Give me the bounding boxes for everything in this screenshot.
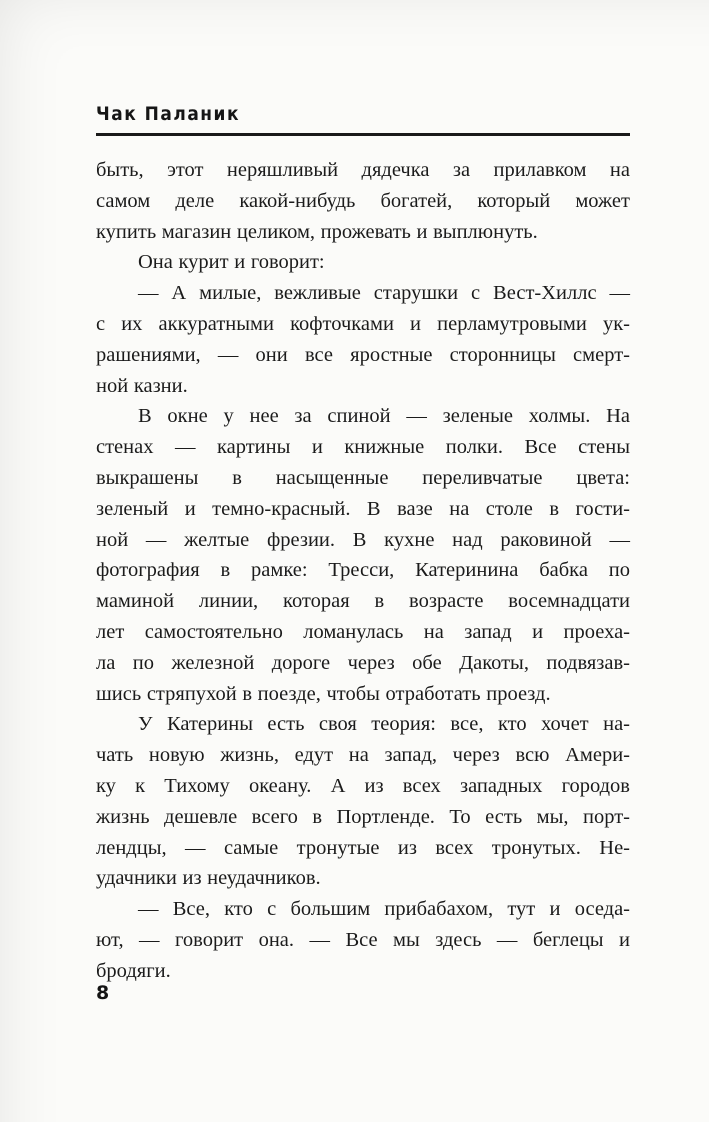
text-line: У Катерины есть своя теория: все, кто хочет на- — [138, 713, 630, 736]
text-line: зеленый и темно-красный. В вазе на столе в гости- — [96, 497, 630, 520]
text-line: ют, — говорит она. — Все мы здесь — беглецы и — [96, 928, 630, 951]
text-line: стенах — картины и книжные полки. Все стены — [96, 436, 630, 459]
header-rule — [96, 133, 630, 136]
text-line: быть, этот неряшливый дядечка за прилавком на — [96, 159, 630, 181]
text-line: купить магазин целиком, прожевать и выплюнуть. — [96, 220, 538, 243]
text-line: — Все, кто с большим прибабахом, тут и оседа- — [138, 898, 630, 921]
text-line: чать новую жизнь, едут на запад, через всю Амери- — [96, 744, 630, 767]
text-line: рашениями, — они все яростные сторонницы смерт- — [96, 343, 630, 366]
body-text — [96, 155, 630, 987]
running-header — [96, 104, 630, 136]
text-line: ку к Тихому океану. А из всех западных городов — [96, 774, 630, 797]
text-line: самом деле какой-нибудь богатей, который может — [96, 189, 630, 212]
text-line: маминой линии, которая в возрасте восемнадцати — [96, 590, 630, 613]
text-line: выкрашены в насыщенные переливчатые цвета: — [96, 466, 630, 489]
text-line: лет самостоятельно ломанулась на запад и проеха- — [96, 620, 630, 643]
text-line: с их аккуратными кофточками и перламутровыми ук- — [96, 312, 630, 335]
text-line: В окне у нее за спиной — зеленые холмы. На — [138, 405, 630, 428]
text-line: удачники из неудачников. — [96, 867, 321, 890]
text-line: ной казни. — [96, 374, 188, 397]
text-line: ной — желтые фрезии. В кухне над раковиной — — [96, 528, 630, 551]
author-name: Чак Паланик — [96, 104, 240, 126]
text-line: фотография в рамке: Тресси, Катеринина бабка по — [96, 559, 630, 582]
page-number: 8 — [96, 982, 110, 1004]
text-line: бродяги. — [96, 959, 171, 982]
text-line: лендцы, — самые тронутые из всех тронутых. Не- — [96, 836, 630, 859]
text-line: ла по железной дороге через обе Дакоты, подвязав- — [96, 651, 630, 674]
text-line: шись стряпухой в поезде, чтобы отработать проезд. — [96, 682, 551, 705]
text-line: — А милые, вежливые старушки с Вест-Хиллс — — [138, 282, 630, 305]
text-line: жизнь дешевле всего в Портленде. То есть мы, порт- — [96, 805, 630, 828]
text-line: Она курит и говорит: — [138, 251, 325, 274]
